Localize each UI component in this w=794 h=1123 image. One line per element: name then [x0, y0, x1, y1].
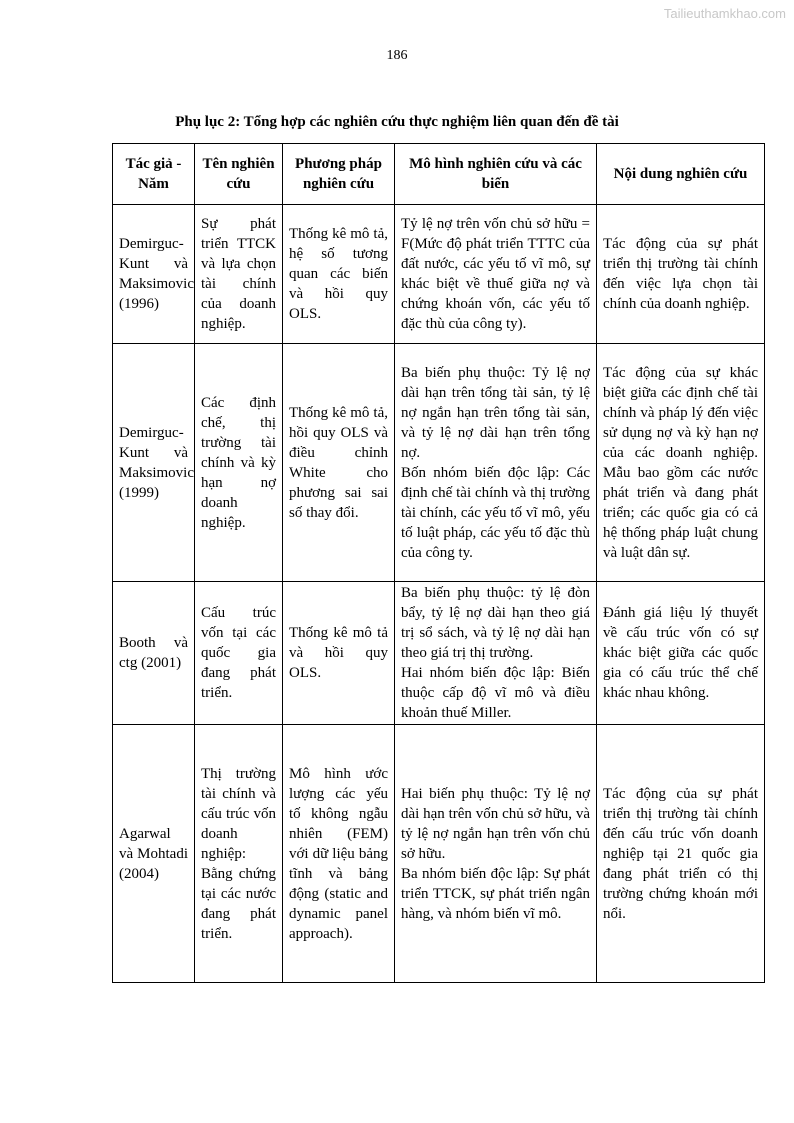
cell-author: Demirguc-Kunt và Maksimovic (1996) [113, 205, 195, 344]
cell-author: Booth và ctg (2001) [113, 582, 195, 725]
table-row [113, 725, 765, 983]
model-paragraph: Tỷ lệ nợ trên vốn chủ sở hữu = F(Mức độ phát triển TTTC của đất nước, các yếu tố vĩ mô, sự khác biệt về thuế giữa nợ và chứng khoán vốn, các yếu tố đặc thù của công ty). [401, 216, 590, 332]
header-content: Nội dung nghiên cứu [597, 144, 765, 205]
header-author-year: Tác giả - Năm [113, 144, 195, 205]
cell-model [395, 205, 597, 344]
cell-method: Thống kê mô tả, hồi quy OLS và điều chỉnh White cho phương sai sai số thay đổi. [283, 344, 395, 582]
cell-content: Đánh giá liệu lý thuyết về cấu trúc vốn có sự khác biệt giữa các quốc gia có cấu trúc thể chế khác nhau không. [597, 582, 765, 725]
model-paragraph: Ba biến phụ thuộc: Tỷ lệ nợ dài hạn trên tổng tài sản, tỷ lệ nợ ngắn hạn trên tổng tài sản, và tỷ lệ nợ dài hạn trên tổng nợ. [401, 364, 590, 461]
header-model-variables: Mô hình nghiên cứu và các biến [395, 144, 597, 205]
watermark: Tailieuthamkhao.com [663, 6, 786, 21]
cell-method: Mô hình ước lượng các yếu tố không ngẫu nhiên (FEM) với dữ liệu bảng tĩnh và bảng động (static and dynamic panel approach). [283, 725, 395, 983]
model-paragraph: Ba biến phụ thuộc: tỷ lệ đòn bẩy, tỷ lệ nợ dài hạn theo giá trị sổ sách, và tỷ lệ nợ dài hạn theo giá trị thị trường. [401, 585, 590, 661]
cell-content: Tác động của sự phát triển thị trường tài chính đến cấu trúc vốn doanh nghiệp tại 21 quốc gia đang phát triển có thị trường chứng khoán mới nổi. [597, 725, 765, 983]
model-paragraph: Bốn nhóm biến độc lập: Các định chế tài chính và thị trường tài chính, các yếu tố vĩ mô, yếu tố luật pháp, các yếu tố đặc thù của công ty. [401, 464, 590, 561]
header-study-name: Tên nghiên cứu [195, 144, 283, 205]
cell-study: Sự phát triển TTCK và lựa chọn tài chính của doanh nghiệp. [195, 205, 283, 344]
header-method: Phương pháp nghiên cứu [283, 144, 395, 205]
cell-author: Agarwal và Mohtadi (2004) [113, 725, 195, 983]
study-table [112, 143, 765, 983]
cell-study: Các định chế, thị trường tài chính và kỳ hạn nợ doanh nghiệp. [195, 344, 283, 582]
cell-method: Thống kê mô tả và hồi quy OLS. [283, 582, 395, 725]
cell-author: Demirguc-Kunt và Maksimovic (1999) [113, 344, 195, 582]
cell-study: Thị trường tài chính và cấu trúc vốn doanh nghiệp: Bằng chứng tại các nước đang phát triển. [195, 725, 283, 983]
cell-model [395, 582, 597, 725]
page-number: 186 [386, 48, 408, 63]
table-row [113, 205, 765, 344]
cell-study: Cấu trúc vốn tại các quốc gia đang phát triển. [195, 582, 283, 725]
table-header-row [113, 144, 765, 205]
table-row [113, 344, 765, 582]
cell-method: Thống kê mô tả, hệ số tương quan các biến và hồi quy OLS. [283, 205, 395, 344]
document-title: Phụ lục 2: Tổng hợp các nghiên cứu thực nghiệm liên quan đến đề tài [175, 114, 619, 130]
model-paragraph: Hai nhóm biến độc lập: Biến thuộc cấp độ vĩ mô và điều khoản thuế Miller. [401, 665, 590, 721]
cell-content: Tác động của sự khác biệt giữa các định chế tài chính và pháp lý đến việc sử dụng nợ và kỳ hạn nợ của các doanh nghiệp. Mẫu bao gồm các nước phát triển và đang phát triển; các quốc gia có cả hệ thống pháp luật chung và luật dân sự. [597, 344, 765, 582]
cell-content: Tác động của sự phát triển thị trường tài chính đến việc lựa chọn tài chính của doanh nghiệp. [597, 205, 765, 344]
model-paragraph: Ba nhóm biến độc lập: Sự phát triển TTCK, sự phát triển ngân hàng, và nhóm biến vĩ mô. [401, 865, 590, 922]
cell-model [395, 725, 597, 983]
table-row [113, 582, 765, 725]
cell-model [395, 344, 597, 582]
model-paragraph: Hai biến phụ thuộc: Tỷ lệ nợ dài hạn trên vốn chủ sở hữu, và tỷ lệ nợ ngắn hạn trên vốn chủ sở hữu. [401, 785, 590, 862]
